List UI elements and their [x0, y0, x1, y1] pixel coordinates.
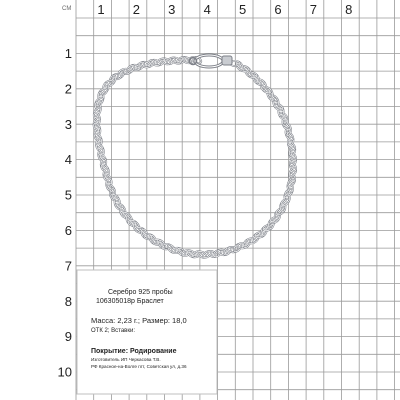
ruler-left-number: 2: [64, 81, 72, 97]
ruler-top-number: 6: [274, 2, 282, 17]
ruler-left-number: 8: [64, 293, 72, 309]
tag-address: РФ Красное-на-Волге пгт, Советская ул, д.36: [91, 364, 187, 369]
ruler-top-number: 1: [97, 2, 105, 17]
ruler-left-number: 4: [64, 152, 72, 168]
product-tag: [77, 270, 217, 394]
tag-weight-size: Масса: 2,23 г.; Размер: 18,0: [91, 316, 187, 325]
ruler-top-number: 8: [345, 2, 353, 17]
tag-qc-inserts: ОТК 2; Вставки:: [91, 328, 136, 334]
tag-metal-purity: Серебро 925 пробы: [108, 289, 173, 296]
tag-article-number: 106305018p Браслет: [96, 298, 164, 305]
ruler-left-number: 9: [64, 329, 72, 345]
ruler-left-number: 7: [64, 258, 72, 274]
ruler-left-number: 6: [64, 223, 72, 238]
ruler-left-number: 1: [64, 46, 72, 61]
tag-coating: Покрытие: Родирование: [91, 348, 177, 355]
ruler-top-number: 5: [238, 2, 247, 17]
ruler-left-number: 3: [64, 116, 72, 132]
ruler-left-number: 5: [64, 187, 72, 203]
tag-manufacturer: Изготовитель ИП Черкасова Т.В.: [91, 357, 161, 362]
ruler-top-number: 3: [168, 2, 176, 17]
ruler-top-number: 2: [132, 2, 141, 17]
ruler-top-number: 7: [309, 2, 318, 17]
ruler-top-number: 4: [203, 2, 211, 17]
ruler-unit-label: CM: [62, 6, 72, 12]
ruler-left-number: 10: [57, 364, 72, 380]
